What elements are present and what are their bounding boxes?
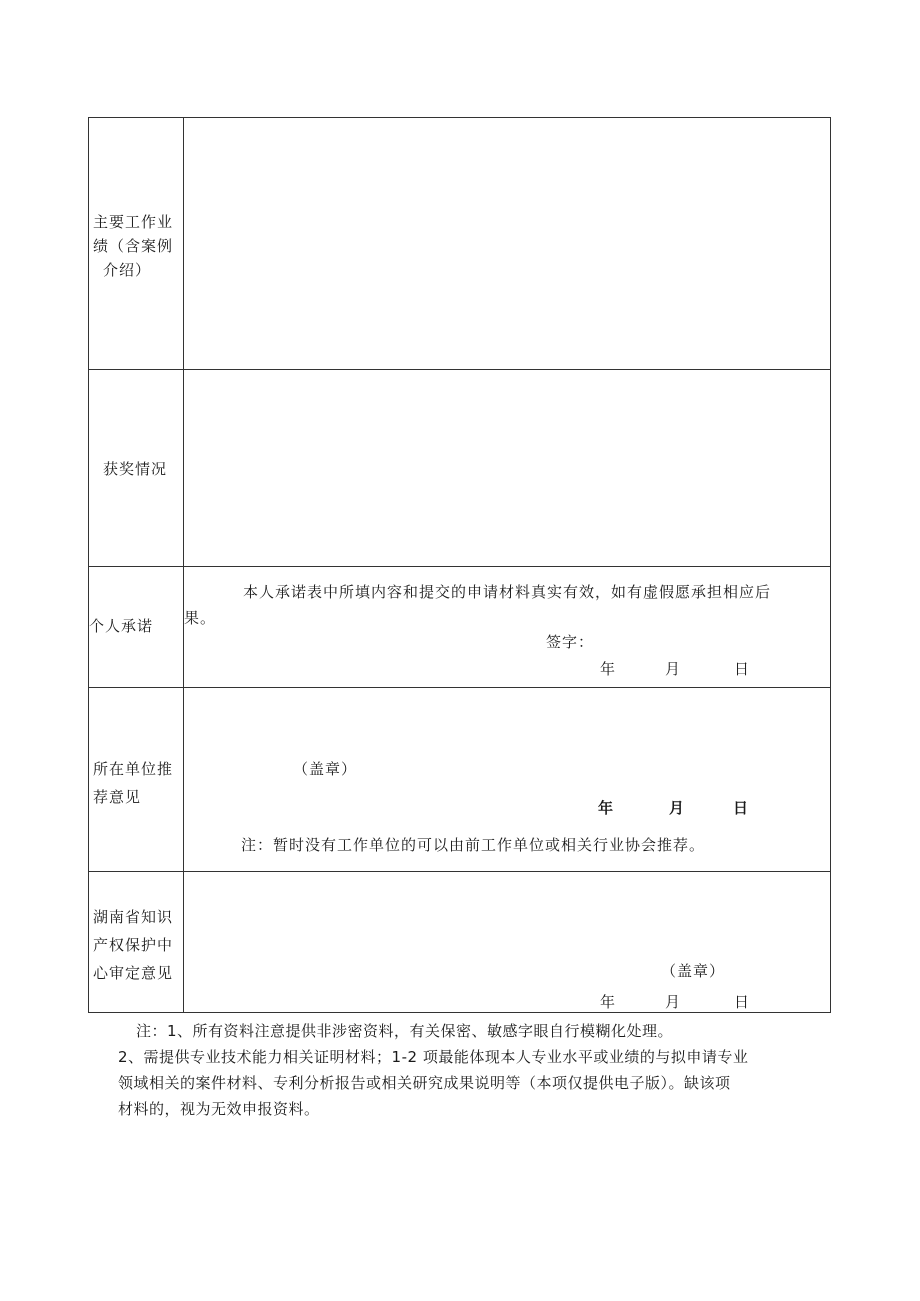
center-date-day: 日	[734, 993, 751, 1011]
label-cell-awards	[89, 370, 184, 567]
center-date-month: 月	[665, 993, 682, 1011]
center-content[interactable]	[184, 872, 831, 1013]
employer-seal: （盖章）	[293, 760, 358, 778]
employer-date-month: 月	[669, 799, 686, 817]
pledge-content	[184, 567, 831, 688]
pledge-date-month: 月	[665, 660, 682, 678]
label-awards: 获奖情况	[103, 460, 168, 478]
label-employer-line2: 荐意见	[93, 788, 142, 806]
application-form-table	[88, 117, 831, 1013]
employer-content[interactable]	[184, 688, 831, 872]
label-cell-employer	[89, 688, 184, 872]
label-center-line2: 产权保护中	[93, 936, 174, 954]
employer-date-year: 年	[598, 799, 615, 817]
label-cell-pledge	[89, 567, 184, 688]
pledge-text-line2: 果。	[184, 609, 217, 627]
row-awards	[89, 370, 831, 567]
pledge-date-day: 日	[734, 660, 751, 678]
pledge-text-line1: 本人承诺表中所填内容和提交的申请材料真实有效，如有虚假愿承担相应后	[243, 583, 772, 601]
label-center-line3: 心审定意见	[93, 964, 174, 982]
label-achievements-line3: 介绍）	[103, 261, 152, 279]
awards-input-area[interactable]	[184, 370, 831, 567]
row-achievements	[89, 118, 831, 370]
label-employer-line1: 所在单位推	[93, 760, 174, 778]
label-center-line1: 湖南省知识	[93, 908, 174, 926]
label-cell-center	[89, 872, 184, 1013]
footnote-line3: 领域相关的案件材料、专利分析报告或相关研究成果说明等（本项仅提供电子版）。缺该项	[118, 1074, 731, 1092]
label-pledge: 个人承诺	[89, 617, 154, 635]
label-achievements-line1: 主要工作业	[93, 213, 174, 231]
row-employer	[89, 688, 831, 872]
row-center	[89, 872, 831, 1013]
employer-note: 注：暂时没有工作单位的可以由前工作单位或相关行业协会推荐。	[241, 836, 706, 854]
center-date-year: 年	[600, 993, 617, 1011]
footnote-line1: 注：1、所有资料注意提供非涉密资料，有关保密、敏感字眼自行模糊化处理。	[136, 1022, 674, 1040]
label-achievements-line2: 绩（含案例	[93, 237, 174, 255]
label-cell-achievements	[89, 118, 184, 370]
signature-label: 签字：	[546, 633, 595, 651]
pledge-date-year: 年	[600, 660, 617, 678]
footnotes	[118, 1018, 828, 1122]
employer-date-day: 日	[733, 799, 750, 817]
footnote-line4: 材料的，视为无效申报资料。	[118, 1100, 320, 1118]
achievements-input-area[interactable]	[184, 118, 831, 370]
footnote-line2: 2、需提供专业技术能力相关证明材料；1-2 项最能体现本人专业水平或业绩的与拟申请专业	[118, 1048, 749, 1066]
center-seal: （盖章）	[661, 962, 726, 980]
row-pledge	[89, 567, 831, 688]
